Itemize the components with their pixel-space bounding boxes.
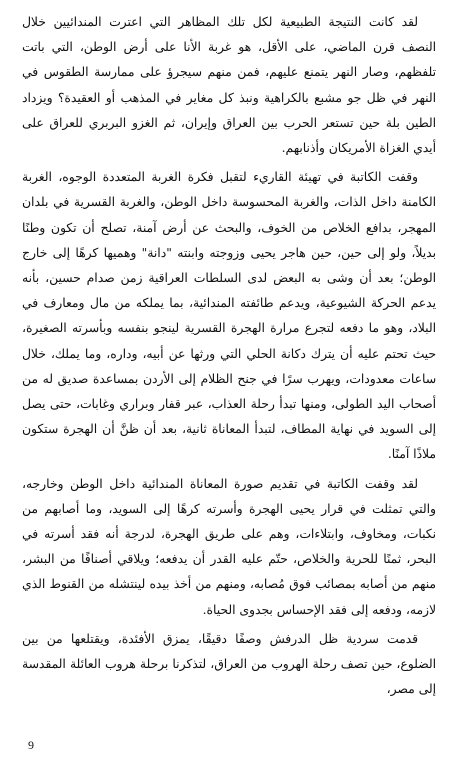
paragraph-4: قدمت سردية ظل الدرفش وصفًا دقيقًا، يمزق الأفئدة، ويقتلعها من بين الضلوع، حين تصف رحلة الهروب من العراق، لتذكرنا برحلة هروب العائلة المقدسة إلى مصر، <box>22 631 436 697</box>
paragraph-3: لقد وقفت الكاتبة في تقديم صورة المعاناة المندائية داخل الوطن وخارجه، والتي تمثلت في قرار يحيى الهجرة وأسرته كرهًا إلى السويد، وما أصابهم من نكبات، ومخاوف، وابتلاءات، وهم على طريق الهجرة، لدرجة أنه فقد أسرته في البحر، ثمنًا للحرية والخلاص، حتّم عليه القدر أن يدفعه؛ ويلاقي أصنافًا من البشر، منهم من أصابه بمصائب فوق مُصابه، ومنهم من أخذ بيده لينتشله من القنوط الذي لازمه، ودفعه إلى فقد الإحساس بجدوى الحياة. <box>22 476 436 617</box>
body-text <box>22 10 436 706</box>
page-number: 9 <box>28 738 34 752</box>
paragraph-1: لقد كانت النتيجة الطبيعية لكل تلك المظاهر التي اعترت المندائيين خلال النصف قرن الماضي، على الأقل، هو غربة الأنا على أرض الوطن، التي باتت تلفظهم، وصار النهر يتمنع عليهم، فمن منهم سيجرؤ على ممارسة الطقوس في النهر في ظل جو مشبع بالكراهية ونبذ كل مغاير في المذهب أو العقيدة؟ ويزداد الطين بلة حين تستعر الحرب بين العراق وإيران، ثم الغزو البربري للعراق على أيدي الغزاة الأمريكان وأذنابهم. <box>22 15 436 156</box>
paragraph-2: وقفت الكاتبة في تهيئة القاريء لتقبل فكرة الغربة المتعددة الوجوه، الغربة الكامنة داخل الذات، والغربة المحسوسة داخل الوطن، والغربة القسرية في بلدان المهجر، بدافع الخلاص من الخوف، والبحث عن أرض آمنة، تصلح أن تكون وطنًا بديلاً، ولو إلى حين، حين هاجر يحيى وزوجته وابنته "دانة" وهميها كرهًا إلى خارج الوطن؛ بعد أن وشى به البعض لدى السلطات العراقية زمن صدام حسين، بأنه يدعم الحركة الشيوعية، ويدعم طائفته المندائية، بما يملكه من مال ومعارف في البلاد، وهو ما دفعه لتجرع مرارة الهجرة القسرية لينجو بنفسه وبأسرته الصغيرة، حيث تحتم عليه أن يترك دكانة الحلي التي ورثها عن أبيه، وداره، وما يملك، خلال ساعات معدودات، ويهرب سرًا في جنح الظلام إلى الأردن بمساعدة صديق له من أصحاب اليد الطولى، ومنها تبدأ رحلة العذاب، عبر قفار وبراري وغابات، حتى يصل إلى السويد في نهاية المطاف، لتبدأ المعاناة ثانية، بعد أن ظنَّ أن الهجرة ستكون ملاذًا آمنًا. <box>22 170 436 462</box>
